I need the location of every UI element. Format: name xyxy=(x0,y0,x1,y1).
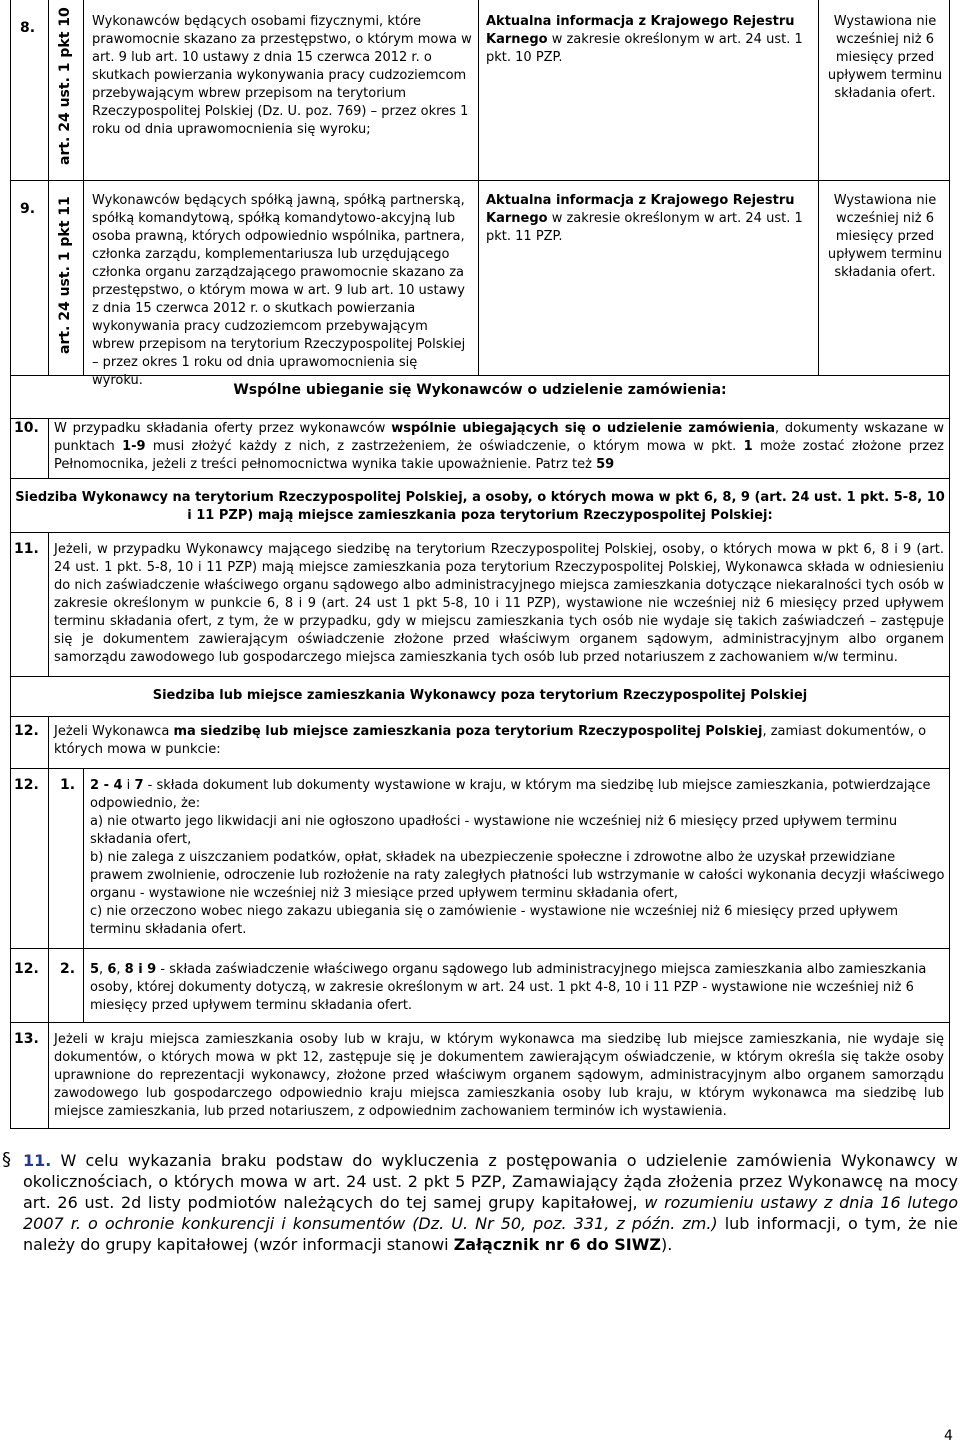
table-border xyxy=(10,768,950,769)
table-border xyxy=(818,0,819,375)
table-border xyxy=(10,180,950,181)
bullet-icon: § xyxy=(2,1149,11,1170)
item-11-text: Jeżeli, w przypadku Wykonawcy mającego siedzibę na terytorium Rzeczypospolitej Polskiej, osoby, o których mowa w pkt 6, 8 i 9 (art. 24 ust. 1 pkt. 5-8, 10 i 11 PZP) mają miejsce zamieszkania poza terytorium Rzeczypospolitej Polskiej, Wykonawca składa w odniesieniu do nich zaświadczenie właściwego organu sądowego albo administracyjnego miejsca zamieszkania dotyczące niekaralności tych osób w zakresie określonym w punkcie 6, 8 i 9 (art. 24 ust 1 pkt 5-8, 10 i 11 PZP), wystawione nie wcześniej niż 6 miesięcy przed upływem terminu składania ofert, z tym, że w przypadku, gdy w miejscu zamieszkania tych osób nie wydaje się takich zaświadczeń – zastępuje się je dokumentem zawierającym oświadczenie złożone przed właściwym organem sądowym, administracyjnym albo organem samorządu zawodowego lub gospodarczego miejsca zamieszkania tych osób lub przed notariuszem z zachowaniem w/w terminu. xyxy=(54,542,944,665)
table-border xyxy=(10,478,950,479)
page-number: 4 xyxy=(944,1428,953,1444)
table-border xyxy=(949,532,950,676)
table-border xyxy=(949,478,950,532)
table-border xyxy=(10,948,11,1022)
table-border xyxy=(48,532,49,676)
item-number: 13. xyxy=(14,1031,39,1047)
row-number: 8. xyxy=(20,20,36,36)
table-border xyxy=(949,1022,950,1128)
section-number: 11. xyxy=(23,1151,52,1170)
table-border xyxy=(10,716,11,768)
sub-item-number: 1. xyxy=(60,777,76,793)
table-border xyxy=(478,0,479,375)
table-border xyxy=(10,418,11,478)
table-border xyxy=(83,768,84,948)
table-border xyxy=(48,768,49,948)
table-border xyxy=(10,478,11,532)
table-border xyxy=(10,1022,950,1023)
item-12-1-text: 2 - 4 i 7 - składa dokument lub dokumenty wystawione w kraju, w którym ma siedzibę lub miejsce zamieszkania, potwierdzające odpowiednio, że: a) nie otwarto jego likwidacji ani nie ogłoszono upadłości - wystawione nie wcześniej niż 6 miesięcy przed upływem terminu składania ofert, b) nie zalega z uiszczaniem podatków, opłat, składek na ubezpieczenie społeczne i zdrowotne albo że uzyskał przewidziane prawem zwolnienie, odroczenie lub rozłożenie na raty zaległych płatności lub wstrzymanie w całości wykonania decyzji właściwego organu - wystawione nie wcześniej niż 3 miesiące przed upływem terminu składania ofert, c) nie orzeczono wobec niego zakazu ubiegania się o zamówienie - wystawione nie wcześniej niż 6 miesięcy przed upływem terminu składania ofert. xyxy=(90,778,945,937)
table-border xyxy=(949,0,950,418)
condition-a: a) nie otwarto jego likwidacji ani nie ogłoszono upadłości - wystawione nie wcześniej niż 6 miesięcy przed upływem terminu składania ofert, xyxy=(90,814,898,847)
table-border xyxy=(10,418,950,419)
item-number: 11. xyxy=(14,541,39,557)
item-12-2-text: 5, 6, 8 i 9 - składa zaświadczenie właściwego organu sądowego lub administracyjnego miejsca zamieszkania albo zamieszkania osoby, której dokumenty dotyczą, w zakresie określonym w art. 24 ust. 1 pkt 4-8, 10 i 11 PZP - wystawione nie wcześniej niż 6 miesięcy przed upływem terminu składania ofert. xyxy=(90,962,927,1013)
joint-bidding-header: Wspólne ubieganie się Wykonawców o udzielenie zamówienia: xyxy=(233,382,727,398)
row-description: Wykonawców będących osobami fizycznymi, które prawomocnie skazano za przestępstwo, o którym mowa w art. 9 lub art. 10 ustawy z dnia 15 czerwca 2012 r. o skutkach powierzania wykonywania pracy cudzoziemcom przebywającym wbrew przepisom na terytorium Rzeczypospolitej Polskiej (Dz. U. poz. 769) – przez okres 1 roku od dnia uprawomocnienia się wyroku; xyxy=(92,14,472,137)
seat-header: Siedziba Wykonawcy na terytorium Rzeczypospolitej Polskiej, a osoby, o których mowa w pkt 6, 8, 9 (art. 24 ust. 1 pkt. 5-8, 10 i 11 PZP) mają miejsce zamieszkania poza terytorium Rzeczypospolitej Polskiej: xyxy=(15,490,945,523)
document-info: Aktualna informacja z Krajowego Rejestru Karnego w zakresie określonym w art. 24 ust. 1 pkt. 10 PZP. xyxy=(486,14,803,65)
table-border xyxy=(949,948,950,1022)
table-border xyxy=(48,418,49,478)
table-border xyxy=(949,418,950,478)
document-name: Aktualna informacja z Krajowego Rejestru Karnego xyxy=(486,14,795,47)
table-border xyxy=(10,768,11,948)
item-12-text: Jeżeli Wykonawca ma siedzibę lub miejsce zamieszkania poza terytorium Rzeczypospolitej Polskiej, zamiast dokumentów, o których mowa w punkcie: xyxy=(54,724,927,757)
table-border xyxy=(83,0,84,375)
row-description: Wykonawców będących spółką jawną, spółką partnerską, spółką komandytową, spółką komandytowo-akcyjną lub osoba prawną, których odpowiednio wspólnika, partnera, członka zarządu, komplementariusza lub urzędującego członka organu zarządzającego prawomocnie skazano za przestępstwo, o którym mowa w art. 9 lub art. 10 ustawy z dnia 15 czerwca 2012 r. o skutkach powierzania wykonywania pracy cudzoziemcom przebywającym wbrew przepisom na terytorium Rzeczypospolitej Polskiej – przez okres 1 roku od dnia uprawomocnienia się wyroku. xyxy=(92,193,466,388)
table-border xyxy=(48,0,49,375)
foreign-header: Siedziba lub miejsce zamieszkania Wykonawcy poza terytorium Rzeczypospolitej Polskiej xyxy=(152,688,808,703)
table-border xyxy=(10,0,11,418)
condition-b: b) nie zalega z uiszczaniem podatków, opłat, składek na ubezpieczenie społeczne i zdrowotne albo że uzyskał przewidziane prawem zwolnienie, odroczenie lub rozłożenie na raty zaległych płatności lub wstrzymanie w całości wykonania decyzji właściwego organu - wystawione nie wcześniej niż 3 miesiące przed upływem terminu składania ofert, xyxy=(90,850,945,901)
item-number: 12. xyxy=(14,777,39,793)
item-number: 12. xyxy=(14,961,39,977)
table-border xyxy=(10,948,950,949)
table-border xyxy=(949,768,950,948)
row-number: 9. xyxy=(20,201,36,217)
sub-item-number: 2. xyxy=(60,961,76,977)
item-number: 10. xyxy=(14,420,39,436)
table-border xyxy=(949,716,950,768)
section-11-text: 11. W celu wykazania braku podstaw do wykluczenia z postępowania o udzielenie zamówienia Wykonawcy w okolicznościach, o których mowa w art. 24 ust. 2 pkt 5 PZP, Zamawiający żąda złożenia przez Wykonawcę na mocy art. 26 ust. 2d listy podmiotów należących do tej samej grupy kapitałowej, w rozumieniu ustawy z dnia 16 lutego 2007 r. o ochronie konkurencji i konsumentów (Dz. U. Nr 50, poz. 331, z późn. zm.) lub informacji, o tym, że nie należy do grupy kapitałowej (wzór informacji stanowi Załącznik nr 6 do SIWZ). xyxy=(23,1151,958,1254)
article-reference: art. 24 ust. 1 pkt 10 xyxy=(57,7,73,165)
item-13-text: Jeżeli w kraju miejsca zamieszkania osoby lub w kraju, w którym wykonawca ma siedzibę lub miejsce zamieszkania, nie wydaje się dokumentów, o których mowa w pkt 12, zastępuje się je dokumentem zawierającym oświadczenie, w którym określa się także osoby uprawnione do reprezentacji wykonawcy, złożone przed właściwym organem sądowym, administracyjnym albo organem samorządu zawodowego lub gospodarczego odpowiednio kraju miejsca zamieszkania osoby lub kraju, w którym wykonawca ma siedzibę lub miejsce zamieszkania, lub przed notariuszem, z odpowiednim zachowaniem terminów ich wystawienia. xyxy=(54,1032,944,1119)
document-info: Aktualna informacja z Krajowego Rejestru Karnego w zakresie określonym w art. 24 ust. 1 pkt. 11 PZP. xyxy=(486,193,803,244)
item-number: 12. xyxy=(14,723,39,739)
table-border xyxy=(10,532,11,676)
condition-c: c) nie orzeczono wobec niego zakazu ubiegania się o zamówienie - wystawione nie wcześniej niż 6 miesięcy przed upływem terminu składania ofert. xyxy=(90,904,899,937)
table-border xyxy=(10,716,950,717)
table-border xyxy=(48,948,49,1022)
table-border xyxy=(10,676,950,677)
table-border xyxy=(10,1022,11,1128)
table-border xyxy=(10,1128,950,1129)
article-reference: art. 24 ust. 1 pkt 11 xyxy=(57,196,73,354)
table-border xyxy=(48,1022,49,1128)
table-border xyxy=(10,532,950,533)
table-border xyxy=(83,948,84,1022)
validity-note: Wystawiona nie wcześniej niż 6 miesięcy przed upływem terminu składania ofert. xyxy=(827,193,943,280)
item-10-text: W przypadku składania oferty przez wykonawców wspólnie ubiegających się o udzielenie zamówienia, dokumenty wskazane w punktach 1-9 musi złożyć każdy z nich, z zastrzeżeniem, że oświadczenie, o którym mowa w pkt. 1 może zostać złożone przez Pełnomocnika, jeżeli z treści pełnomocnictwa wynika takie upoważnienie. Patrz też 59 xyxy=(54,421,945,472)
document-name: Aktualna informacja z Krajowego Rejestru Karnego xyxy=(486,193,795,226)
validity-note: Wystawiona nie wcześniej niż 6 miesięcy przed upływem terminu składania ofert. xyxy=(827,14,943,101)
table-border xyxy=(48,716,49,768)
